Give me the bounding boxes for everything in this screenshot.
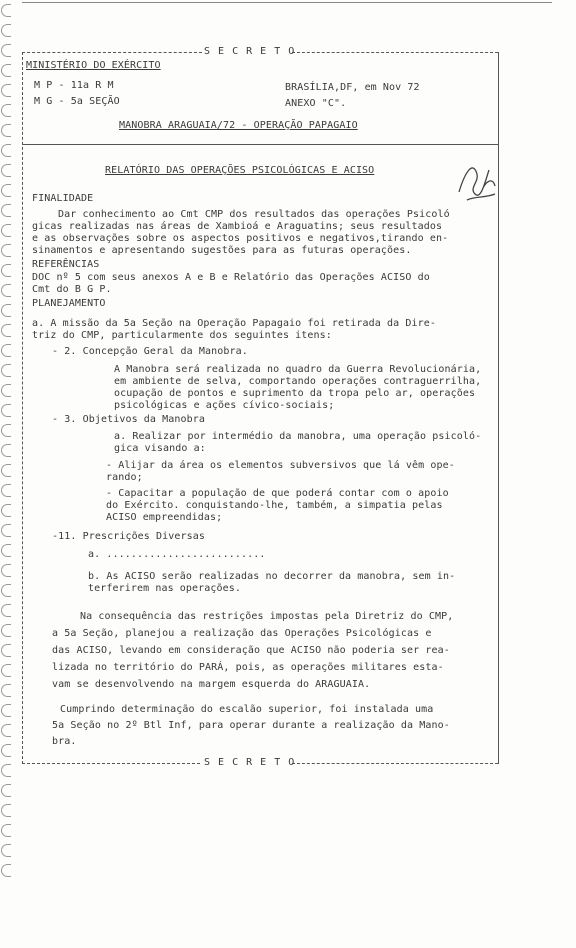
binder-ring (1, 524, 11, 537)
closing-paragraph-1-line: a 5a Seção, planejou a realização das Operações Psicológicas e (52, 628, 432, 639)
binder-ring (1, 764, 11, 777)
binder-ring (1, 104, 11, 117)
item-11-heading: -11. Prescrições Diversas (52, 531, 206, 542)
binder-ring (1, 704, 11, 717)
binder-ring (1, 224, 11, 237)
item-3-bullet-2: - Capacitar a população de que poderá contar com o apoio (106, 488, 449, 499)
binder-ring (1, 84, 11, 97)
closing-paragraph-2-line: bra. (52, 736, 77, 747)
header-left-line-2: M G - 5a SEÇÃO (34, 96, 120, 107)
item-2-line: em ambiente de selva, comportando operações contraguerrilha, (114, 376, 482, 387)
binder-ring (1, 184, 11, 197)
header-left-line-1: M P - 11a R M (34, 80, 114, 91)
ministry-name: MINISTÉRIO DO EXÉRCITO (26, 60, 161, 71)
binder-ring (1, 864, 11, 877)
closing-paragraph-2-line: 5a Seção no 2º Btl Inf, para operar durante a realização da Mano- (52, 720, 450, 731)
closing-paragraph-1-line: vam se desenvolvendo na margem esquerda do ARAGUAIA. (52, 679, 371, 690)
frame-bottom-left (22, 763, 200, 764)
section-heading-referencias: REFERÊNCIAS (32, 259, 100, 270)
referencias-line: DOC nº 5 com seus anexos A e B e Relatório das Operações ACISO do (32, 272, 430, 283)
binder-ring (1, 444, 11, 457)
binder-ring (1, 844, 11, 857)
binder-ring (1, 164, 11, 177)
closing-paragraph-1-line: das ACISO, levando em consideração que ACISO não poderia ser rea- (52, 645, 450, 656)
planejamento-item-a: a. A missão da 5a Seção na Operação Papagaio foi retirada da Dire- (32, 318, 436, 329)
frame-bottom-right (292, 763, 498, 764)
binder-ring (1, 824, 11, 837)
section-heading-finalidade: FINALIDADE (32, 193, 94, 204)
binder-ring (1, 124, 11, 137)
item-3-line: a. Realizar por intermédio da manobra, uma operação psicoló- (114, 431, 482, 442)
item-3-bullet-1: rando; (106, 472, 143, 483)
binder-ring (1, 484, 11, 497)
closing-paragraph-2-line: Cumprindo determinação do escalão superior, foi instalada uma (60, 704, 434, 715)
binder-ring (1, 804, 11, 817)
binder-ring (1, 144, 11, 157)
frame-top-left (22, 52, 202, 53)
binder-ring (1, 724, 11, 737)
item-3-bullet-2: ACISO empreendidas; (106, 512, 223, 523)
binder-ring (1, 664, 11, 677)
report-title: RELATÓRIO DAS OPERAÇÕES PSICOLÓGICAS E ACISO (105, 165, 375, 176)
classification-top: S E C R E T O (204, 46, 296, 57)
binder-ring (1, 384, 11, 397)
closing-paragraph-1-line: lizada no território do PARÁ, pois, as operações militares esta- (52, 662, 444, 673)
frame-top-right (292, 52, 498, 53)
binder-ring (1, 244, 11, 257)
binder-ring (1, 504, 11, 517)
planejamento-item-a: triz do CMP, particularmente dos seguintes itens: (32, 330, 332, 341)
binder-ring (1, 64, 11, 77)
binder-ring (1, 204, 11, 217)
classification-bottom: S E C R E T O (204, 757, 296, 768)
operation-title: MANOBRA ARAGUAIA/72 - OPERAÇÃO PAPAGAIO (119, 120, 358, 131)
binder-ring (1, 4, 11, 17)
item-2-line: ocupação de pontos e suprimento da tropa pelo ar, operações (114, 388, 476, 399)
binder-ring (1, 784, 11, 797)
binder-ring (1, 24, 11, 37)
finalidade-line: e as observações sobre os aspectos positivos e negativos,tirando en- (32, 233, 449, 244)
annex-label: ANEXO "C". (285, 98, 347, 109)
top-edge-line (22, 2, 552, 3)
binder-ring (1, 744, 11, 757)
binder-ring (1, 464, 11, 477)
finalidade-line: gicas realizadas nas áreas de Xambioá e Araguatins; seus resultados (32, 221, 443, 232)
binder-ring (1, 404, 11, 417)
binder-ring (1, 544, 11, 557)
referencias-line: Cmt do B G P. (32, 284, 112, 295)
frame-left (22, 52, 23, 764)
binder-ring (1, 344, 11, 357)
item-3-bullet-2: do Exército. conquistando-lhe, também, a simpatia pelas (106, 500, 443, 511)
closing-paragraph-1-line: Na consequência das restrições impostas pela Diretriz do CMP, (80, 611, 454, 622)
item-3-bullet-1: - Alijar da área os elementos subversivos que lá vêm ope- (106, 460, 455, 471)
binder-ring (1, 264, 11, 277)
binder-ring (1, 604, 11, 617)
item-3-line: gica visando a: (114, 443, 206, 454)
item-3-heading: - 3. Objetivos da Manobra (52, 414, 206, 425)
section-heading-planejamento: PLANEJAMENTO (32, 298, 106, 309)
item-2-line: psicológicas e ações cívico-sociais; (114, 400, 335, 411)
item-2-heading: - 2. Concepção Geral da Manobra. (52, 346, 248, 357)
binder-ring (1, 324, 11, 337)
finalidade-line: sinamentos e apresentando sugestões para as futuras operações. (32, 245, 412, 256)
binder-ring (1, 644, 11, 657)
binder-ring (1, 364, 11, 377)
item-11-b: terferirem nas operações. (88, 583, 242, 594)
item-11-b: b. As ACISO serão realizadas no decorrer da manobra, sem in- (88, 571, 456, 582)
binder-ring (1, 44, 11, 57)
binder-ring (1, 424, 11, 437)
binder-ring (1, 624, 11, 637)
item-2-line: A Manobra será realizada no quadro da Guerra Revolucionária, (114, 364, 482, 375)
binder-ring (1, 284, 11, 297)
finalidade-line: Dar conhecimento ao Cmt CMP dos resultados das operações Psicoló (58, 209, 450, 220)
item-11-a: a. .......................... (88, 549, 266, 560)
binder-ring (1, 684, 11, 697)
binder-ring (1, 564, 11, 577)
header-divider (22, 144, 498, 145)
header-date: BRASÍLIA,DF, em Nov 72 (285, 82, 420, 93)
binder-ring (1, 584, 11, 597)
handwritten-signature (455, 152, 500, 207)
binder-ring (1, 304, 11, 317)
